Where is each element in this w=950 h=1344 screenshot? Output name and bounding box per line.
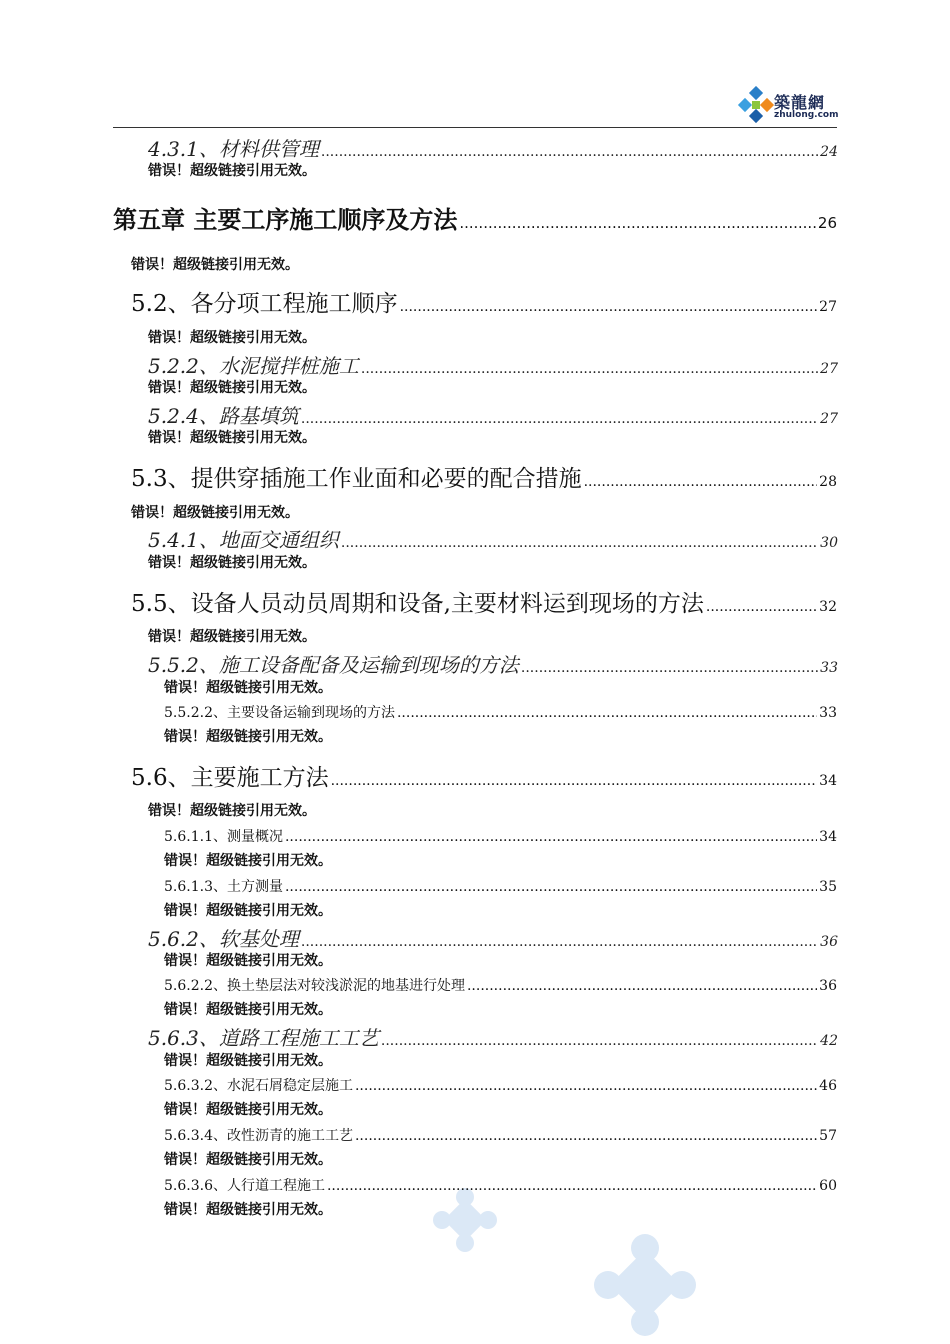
toc-entry[interactable]: [164, 876, 837, 894]
toc-error-message: 错误！超级链接引用无效。: [164, 853, 332, 869]
toc-entry-text: 5.6、主要施工方法: [131, 765, 329, 791]
watermark-ornament-icon: [430, 1185, 500, 1255]
toc-entry-text: 5.6.2、软基处理: [148, 927, 299, 951]
toc-entry-page: 35: [819, 879, 837, 895]
toc-entry-page: 34: [819, 829, 837, 845]
toc-entry-text: 5.6.1.3、土方测量: [164, 879, 283, 895]
toc-error-message: 错误！超级链接引用无效。: [148, 555, 316, 571]
toc-entry-text: 5.5.2.2、主要设备运输到现场的方法: [164, 705, 395, 721]
toc-error-message: 错误！超级链接引用无效。: [164, 1152, 332, 1168]
toc-entry-text: 4.3.1、材料供管理: [148, 137, 319, 161]
toc-entry-text: 5.6.3.2、水泥石屑稳定层施工: [164, 1078, 353, 1094]
toc-entry[interactable]: [131, 460, 837, 492]
toc-entry-page: 30: [820, 535, 838, 551]
toc-chapter-entry[interactable]: [113, 200, 837, 234]
toc-error-message: 错误！超级链接引用无效。: [148, 629, 316, 645]
header-rule: [113, 127, 837, 128]
toc-entry-page: 60: [819, 1178, 837, 1194]
toc-error-message: 错误！超级链接引用无效。: [148, 330, 316, 346]
toc-entry-text: 5.2、各分项工程施工顺序: [131, 291, 398, 317]
toc-entry[interactable]: [131, 585, 837, 617]
toc-entry-page: 24: [820, 144, 838, 160]
toc-entry-page: 27: [819, 299, 837, 315]
toc-entry-page: 46: [819, 1078, 837, 1094]
toc-entry-page: 33: [820, 660, 838, 676]
toc-error-message: 错误！超级链接引用无效。: [164, 1202, 332, 1218]
toc-error-message: 错误！超级链接引用无效。: [131, 505, 299, 521]
logo-text-cn: 築龍網: [774, 93, 826, 112]
toc-error-message: 错误！超级链接引用无效。: [164, 903, 332, 919]
toc-entry-text: 5.6.1.1、测量概况: [164, 829, 283, 845]
toc-entry-page: 26: [817, 214, 837, 232]
toc-entry[interactable]: [148, 1022, 838, 1050]
toc-entry-text: 5.4.1、地面交通组织: [148, 528, 339, 552]
toc-error-message: 错误！超级链接引用无效。: [148, 380, 316, 396]
toc-entry[interactable]: [164, 1075, 837, 1093]
toc-entry-page: 57: [819, 1128, 837, 1144]
toc-entry-text: 5.6.3.4、改性沥青的施工工艺: [164, 1128, 353, 1144]
toc-entry[interactable]: [164, 702, 837, 720]
toc-entry-page: 36: [820, 934, 838, 950]
toc-entry-text: 5.6.3.6、人行道工程施工: [164, 1178, 325, 1194]
toc-error-message: 错误！超级链接引用无效。: [131, 257, 299, 273]
toc-error-message: 错误！超级链接引用无效。: [148, 430, 316, 446]
toc-entry-text: 5.2.2、水泥搅拌桩施工: [148, 354, 359, 378]
toc-error-message: 错误！超级链接引用无效。: [164, 1053, 332, 1069]
toc-entry-page: 28: [819, 474, 837, 490]
zhulong-logo-icon: [737, 86, 777, 126]
toc-entry[interactable]: [131, 759, 837, 791]
toc-entry[interactable]: [148, 400, 838, 428]
toc-entry-page: 33: [819, 705, 837, 721]
toc-entry-page: 27: [820, 361, 838, 377]
toc-error-message: 错误！超级链接引用无效。: [164, 1002, 332, 1018]
toc-error-message: 错误！超级链接引用无效。: [148, 163, 316, 179]
toc-entry[interactable]: [164, 826, 837, 844]
toc-entry[interactable]: [148, 923, 838, 951]
toc-entry-page: 27: [820, 411, 838, 427]
toc-entry-page: 36: [819, 978, 837, 994]
toc-entry-page: 32: [819, 599, 837, 615]
toc-entry-text: 5.6.3、道路工程施工工艺: [148, 1026, 379, 1050]
toc-entry-text: 第五章 主要工序施工顺序及方法: [113, 206, 458, 234]
toc-entry[interactable]: [148, 133, 838, 161]
toc-entry-text: 5.5.2、施工设备配备及运输到现场的方法: [148, 653, 519, 677]
toc-error-message: 错误！超级链接引用无效。: [164, 729, 332, 745]
toc-entry-text: 5.6.2.2、换土垫层法对较浅淤泥的地基进行处理: [164, 978, 465, 994]
toc-entry[interactable]: [164, 975, 837, 993]
toc-error-message: 错误！超级链接引用无效。: [148, 803, 316, 819]
toc-entry[interactable]: [164, 1125, 837, 1143]
toc-entry-page: 42: [820, 1033, 838, 1049]
toc-entry-page: 34: [819, 773, 837, 789]
logo-text-en: zhulong.com: [774, 110, 839, 120]
toc-entry[interactable]: [131, 285, 837, 317]
toc-entry-text: 5.3、提供穿插施工作业面和必要的配合措施: [131, 466, 582, 492]
toc-error-message: 错误！超级链接引用无效。: [164, 1102, 332, 1118]
toc-entry[interactable]: [148, 524, 838, 552]
toc-entry-text: 5.5、设备人员动员周期和设备,主要材料运到现场的方法: [131, 591, 704, 617]
toc-entry[interactable]: [148, 350, 838, 378]
toc-error-message: 错误！超级链接引用无效。: [164, 680, 332, 696]
watermark-ornament-large-icon: [590, 1230, 700, 1340]
toc-error-message: 错误！超级链接引用无效。: [164, 953, 332, 969]
toc-entry[interactable]: [164, 1175, 837, 1193]
toc-entry[interactable]: [148, 649, 838, 677]
toc-entry-text: 5.2.4、路基填筑: [148, 404, 299, 428]
